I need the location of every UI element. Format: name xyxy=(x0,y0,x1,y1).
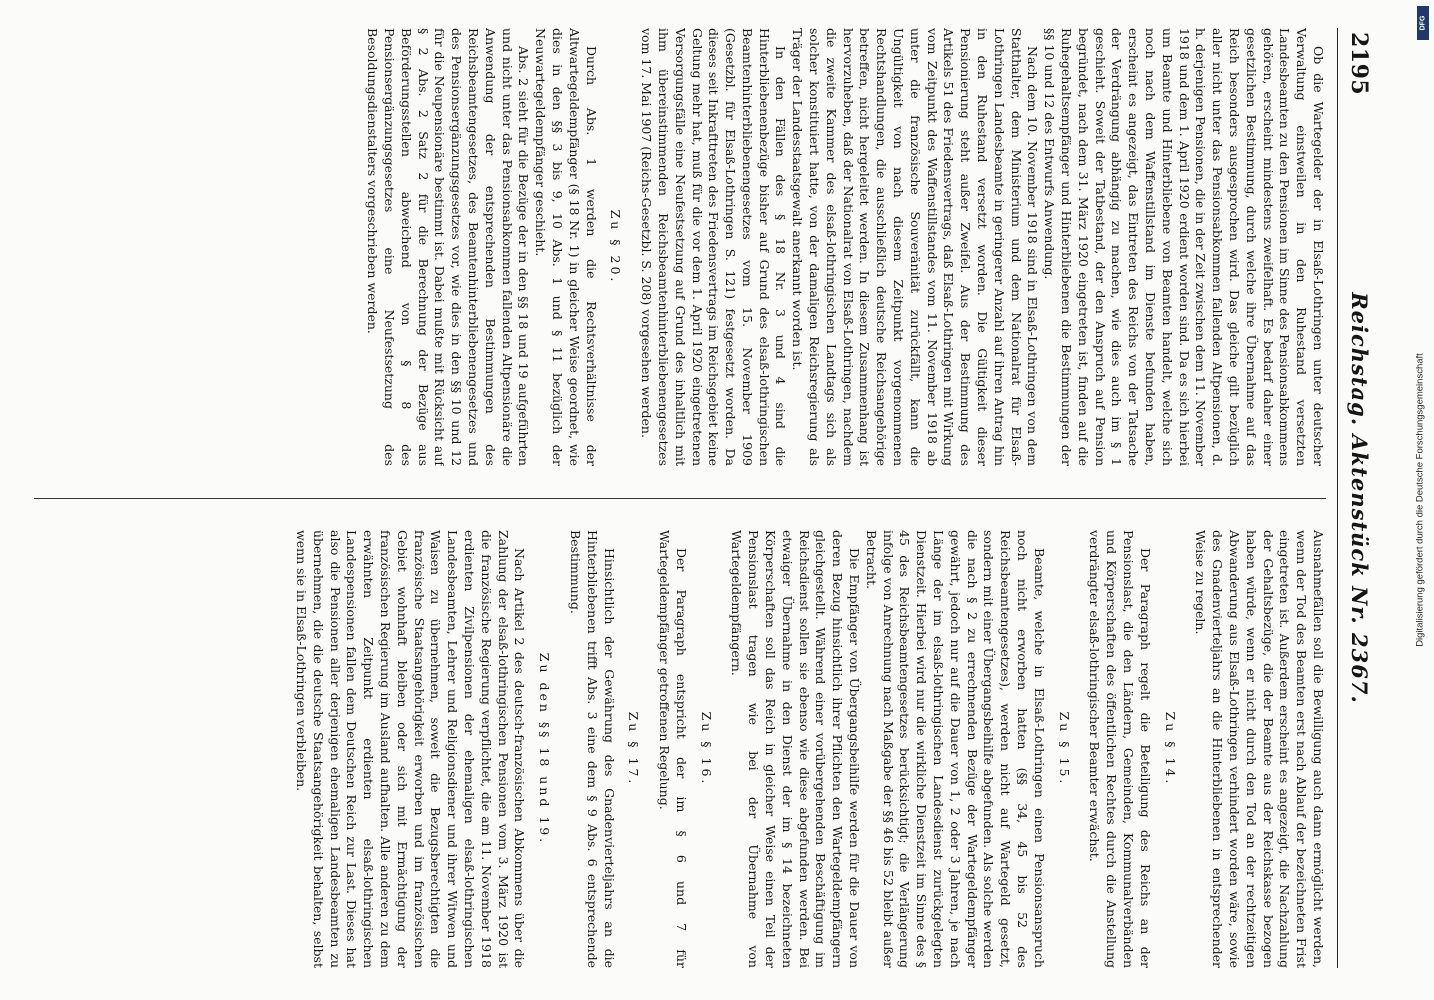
paragraph: Der Paragraph entspricht der im § 6 und 7 für Wartegeldempfänger getroffenen Regelung. xyxy=(657,530,689,968)
digitization-sidebar xyxy=(1407,0,1433,1000)
page-number: 2195 xyxy=(1346,32,1372,96)
paragraph: Ausnahmefällen soll die Bewilligung auch dann ermöglicht werden, wenn der Tod des Beamten erst nach Ablauf der bezeichneten Frist eingetreten ist. Außerdem erscheint es angezeigt, die Nachzahlung der Gehaltsbezüge, die der Beamte aus der Reichskasse bezogen haben würde, wenn er nicht durch den Tod an der rechtzeitigen Abwanderung aus Elsaß-Lothringen verhindert worden wäre, sowie des Gnadenvierteljahrs an die Hinterbliebenen in entsprechender Weise zu regeln. xyxy=(1193,530,1326,968)
paragraph: Beamte, welche in Elsaß-Lothringen einen Pensionsanspruch noch nicht erworben hatten (§§ 34, 45 bis 52 des Reichsbeamtengesetzes), werden nicht auf Wartegeld gesetzt, sondern mit einer Übergangsbeihilfe abgefunden. Als solche werden die nach § 2 zu errechnenden Bezüge der Wartegeldempfänger gewährt, jedoch nur auf die Dauer von 1, 2 oder 3 Jahren, je nach Länge der im elsaß-lothringischen Landesdienst zurückgelegten Dienstzeit. Hierbei wird nur die wirkliche Dienstzeit im Sinne des § 45 des Reichsbeamtengesetzes berücksichtigt; die Verlängerung infolge von Anrechnung nach Maßgabe der §§ 46 bis 52 bleibt außer Betracht. xyxy=(863,530,1047,968)
digitization-note: Digitalisierung gefördert durch die Deutsche Forschungsgemeinschaft xyxy=(1414,353,1426,647)
paragraph: Ob die Wartegelder der in Elsaß-Lothringen unter deutscher Verwaltung einstweilen in den Ruhestand versetzten Landesbeamten zu den Pensionen im Sinne des Pensionsabkommens gehören, erscheint mindestens zweifelhaft. Es bedarf daher einer gesetzlichen Bestimmung, durch welche ihre Übernahme auf das Reich besonders ausgesprochen wird. Das gleiche gilt bezüglich aller nicht unter das Pensionsabkommen fallenden Altpensionen, d. h. derjenigen Pensionen, die in der Zeit zwischen dem 11. November 1918 und dem 1. April 1920 erdient worden sind. Da es sich hierbei um Beamte und Hinterbliebene von Beamten handelt, welche sich noch nach dem Waffenstillstand im Dienste befunden haben, erscheint es angezeigt, das Eintreten des Reichs von der Tatsache der Verdrängung abhängig zu machen, wie dies auch im § 1 geschieht. Soweit der Tatbestand, der den Anspruch auf Pension begründet, nach dem 31. März 1920 eingetreten ist, finden auf die Ruhegehaltsempfänger und Hinterbliebenen die Bestimmungen der §§ 10 und 12 des Entwurfs Anwendung. xyxy=(1042,28,1326,466)
paragraph: Durch Abs. 1 werden die Rechtsverhältnisse der Altwartegeldempfänger (§ 18 Nr. 1) in gleicher Weise geordnet, wie dies in den §§ 3 bis 9, 10 Abs. 1 und § 11 bezüglich der Neuwartegeldempfänger geschieht. xyxy=(533,28,599,466)
paragraph: Die Empfänger von Übergangsbeihilfe werden für die Dauer von deren Bezug hinsichtlich ihrer Pflichten den Wartegeldempfängern gleichgestellt. Während einer vorübergehenden Beschäftigung im Reichsdienst sollen sie ebenso wie diese abgefunden werden. Bei etwaiger Übernahme in den Dienst der im § 14 bezeichneten Körperschaften soll das Reich in gleicher Weise einen Teil der Pensionslast tragen wie bei der Übernahme von Wartegeldempfängern. xyxy=(729,530,863,968)
document-page xyxy=(12,28,1372,968)
paragraph: Der Paragraph regelt die Beteiligung des Reichs an der Pensionslast, die den Ländern, Gemeinden, Kommunalverbänden und Körperschaften des öffentlichen Rechtes durch die Anstellung verdrängter elsaß-lothringischer Beamter erwächst. xyxy=(1087,530,1153,968)
paragraph: Nach dem 10. November 1918 sind in Elsaß-Lothringen von dem Statthalter, dem Ministerium und dem Nationalrat für Elsaß-Lothringen Landesbeamte in geringerer Anzahl auf ihren Antrag hin in den Ruhestand versetzt worden. Die Gültigkeit dieser Pensionierung steht außer Zweifel. Aus der Bestimmung des Artikels 51 des Friedensvertrags, daß Elsaß-Lothringen mit Wirkung vom Zeitpunkt des Waffenstillstandes vom 11. November 1918 ab unter die französische Souveränität zurückfällt, kann die Ungültigkeit von nach diesem Zeitpunkt vorgenommenen Rechtshandlungen, die ausschließlich deutsche Reichsangehörige betreffen, nicht hergeleitet werden. In diesem Zusammenhang ist hervorzuheben, daß der Nationalrat von Elsaß-Lothringen, nachdem die zweite Kammer des elsaß-lothringischen Landtags sich als solcher konstituiert hatte, von der damaligen Reichsregierung als Träger der Landesstaatsgewalt anerkannt worden ist. xyxy=(790,28,1041,466)
section-heading: Zu § 17. xyxy=(626,711,642,787)
column-divider xyxy=(34,498,1326,499)
paragraph: Hinsichtlich der Gewährung des Gnadenvierteljahrs an die Hinterbliebenen trifft Abs. 3 eine dem § 9 Abs. 6 entsprechende Bestimmung. xyxy=(567,530,617,968)
dfg-logo-badge xyxy=(1417,6,1429,40)
paragraph: Abs. 2 sieht für die Bezüge der in den §§ 18 und 19 aufgeführten und nicht unter das Pensionsabkommen fallenden Altpensionäre die Anwendung der entsprechenden Bestimmungen des Reichsbeamtengesetzes, des Beamtenhinterbliebenengesetzes und des Pensionsergänzungsgesetzes vor, wie dies in den §§ 10 und 12 für die Neupensionäre bestimmt ist. Dabei mußte mit Rücksicht auf § 2 Abs. 2 Satz 2 für die Berechnung der Bezüge aus Beförderungsstellen abweichend von § 8 des Pensionsergänzungsgesetzes eine Neufestsetzung des Besoldungsdienstalters vorgeschrieben werden. xyxy=(365,28,532,466)
section-heading: Zu § 15. xyxy=(1056,711,1072,787)
paragraph: Nach Artikel 2 des deutsch-französischen Abkommens über die Zahlung der elsaß-lothringischen Pensionen vom 3. März 1920 ist die französische Regierung verpflichtet, die am 11. November 1918 erdienten Zivilpensionen der ehemaligen elsaß-lothringischen Landesbeamten, Lehrer und Religionsdiener und ihrer Witwen und Waisen zu übernehmen, soweit die Bezugsberechtigten die französische Staatsangehörigkeit erworben und im französischen Gebiet wohnhaft bleiben oder sich mit Ermächtigung der französischen Regierung im Ausland aufhalten. Alle anderen zu dem erwähnten Zeitpunkt erdienten elsaß-lothringischen Landespensionen fallen dem Deutschen Reich zur Last. Dieses hat also die Pensionen aller derjenigen ehemaligen Landesbeamten zu übernehmen, die die deutsche Staatsangehörigkeit behalten, selbst wenn sie in Elsaß-Lothringen verbleiben. xyxy=(293,530,528,968)
text-column-second xyxy=(34,530,1326,968)
text-column-first xyxy=(34,28,1326,466)
section-heading: Zu § 20. xyxy=(608,209,624,285)
section-heading: Zu § 16. xyxy=(698,711,714,787)
section-heading: Zu den §§ 18 und 19. xyxy=(537,652,553,846)
dfg-badge-text: DFG xyxy=(1419,15,1427,31)
section-heading: Zu § 14. xyxy=(1162,711,1178,787)
paragraph: In den Fällen des § 18 Nr. 3 und 4 sind die Hinterbliebenenbezüge bisher auf Grund des elsaß-lothringischen Beamtenhinterbliebenengesetzes vom 15. November 1909 (Gesetzbl. für Elsaß-Lothringen S. 121) festgesetzt worden. Da dieses seit Inkrafttreten des Friedensvertrags im Reichsgebiet keine Geltung mehr hat, muß für die vor dem 1. April 1920 eingetretenen Versorgungsfälle eine Neufestsetzung auf Grund des inhaltlich mit ihm übereinstimmenden Reichsbeamtenhinterbliebenengesetzes vom 17. Mai 1907 (Reichs-Gesetzbl. S. 208) vorgesehen werden. xyxy=(639,28,789,466)
running-head: Reichstag. Aktenstück Nr. 2367. xyxy=(1347,292,1372,704)
page-header xyxy=(1337,28,1372,968)
